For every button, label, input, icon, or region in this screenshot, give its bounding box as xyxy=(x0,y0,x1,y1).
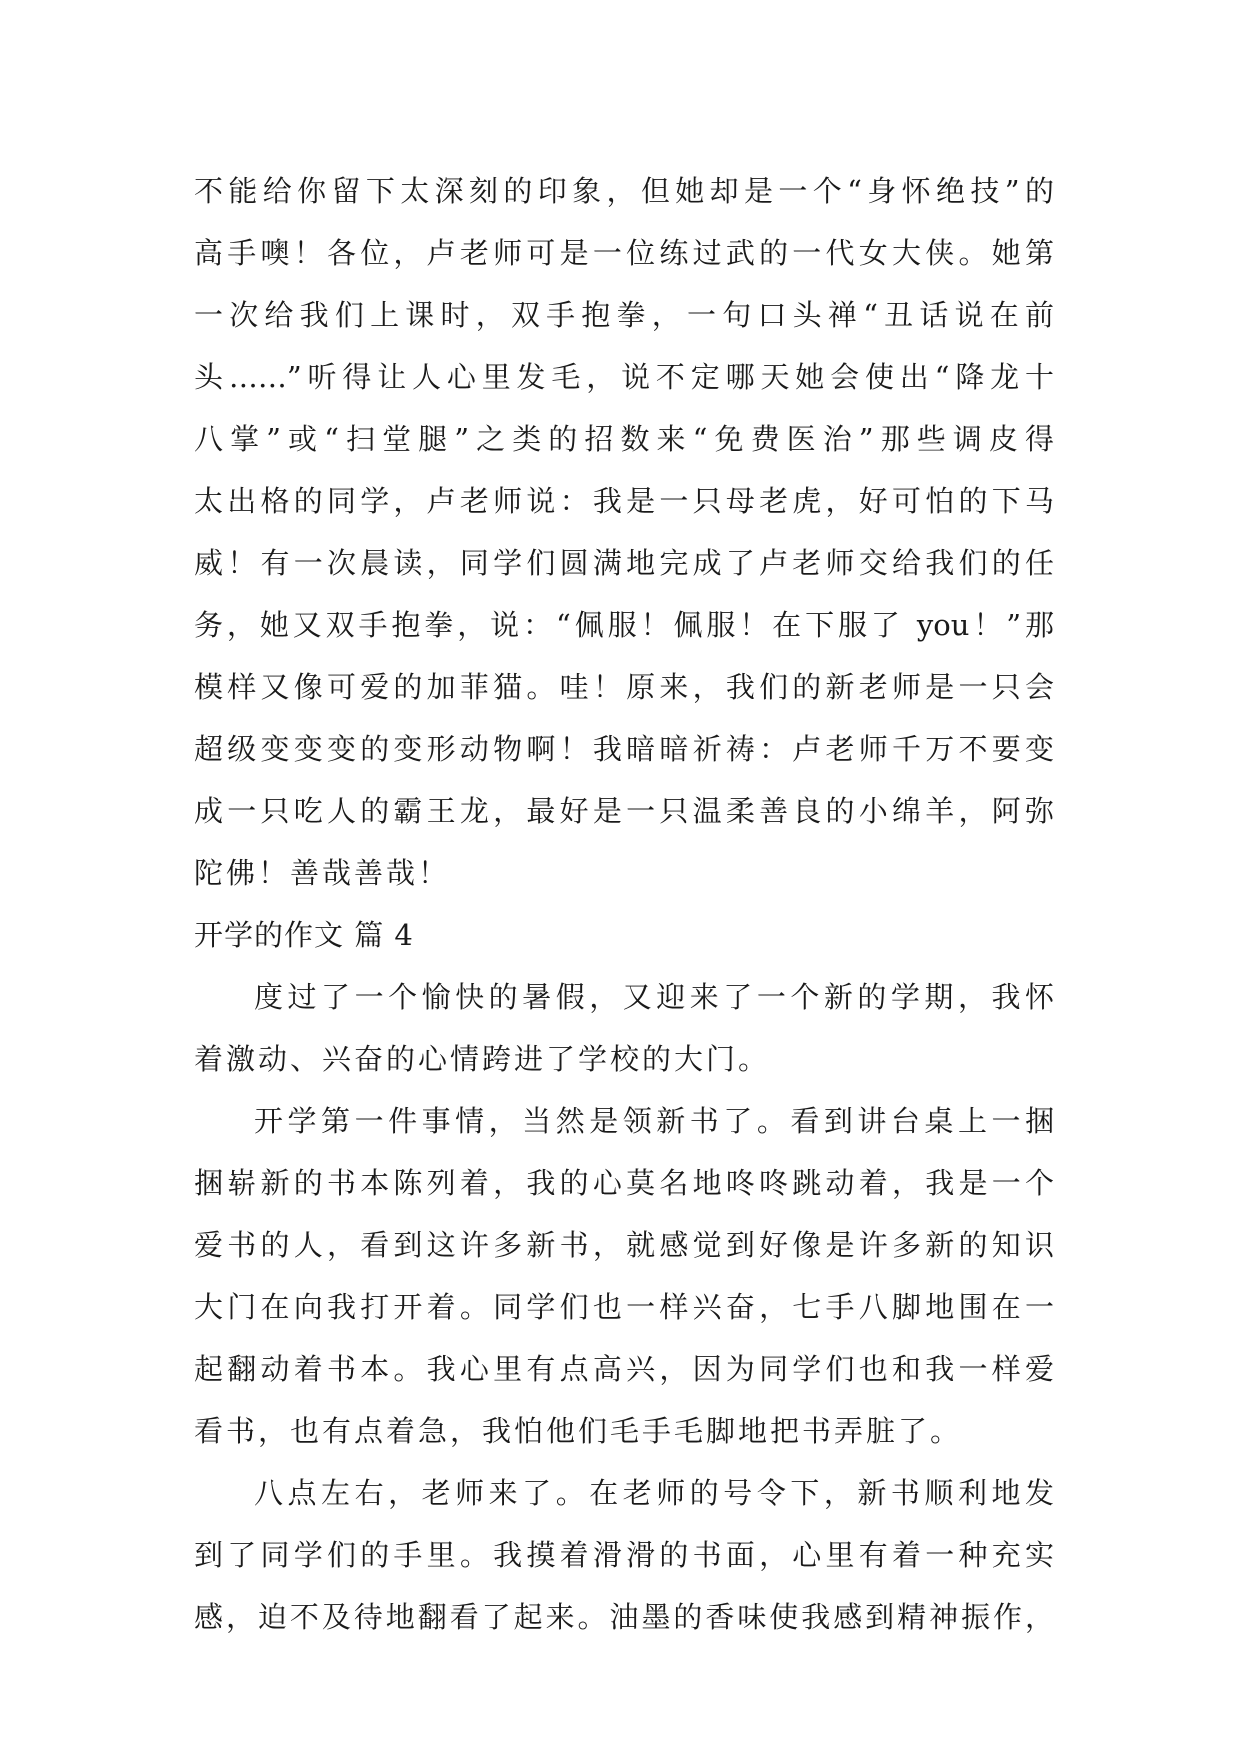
text-line: 感，迫不及待地翻看了起来。油墨的香味使我感到精神振作， xyxy=(194,1600,1054,1634)
text-line: 不能给你留下太深刻的印象，但她却是一个“身怀绝技”的 xyxy=(194,174,1054,208)
section-heading: 开学的作文 篇 4 xyxy=(194,918,414,952)
text-line: 看书，也有点着急，我怕他们毛手毛脚地把书弄脏了。 xyxy=(194,1414,963,1448)
paragraph xyxy=(194,966,1054,1090)
text-line: 度过了一个愉快的暑假，又迎来了一个新的学期，我怀 xyxy=(254,980,1054,1014)
text-line: 爱书的人，看到这许多新书，就感觉到好像是许多新的知识 xyxy=(194,1228,1054,1262)
text-line: 高手噢！各位，卢老师可是一位练过武的一代女大侠。她第 xyxy=(194,236,1054,270)
text-line: 超级变变变的变形动物啊！我暗暗祈祷：卢老师千万不要变 xyxy=(194,732,1054,766)
text-line: 一次给我们上课时，双手抱拳，一句口头禅“丑话说在前 xyxy=(194,298,1054,332)
text-line: 捆崭新的书本陈列着，我的心莫名地咚咚跳动着，我是一个 xyxy=(194,1166,1054,1200)
continuation-paragraph xyxy=(194,160,1054,904)
text-line: 模样又像可爱的加菲猫。哇！原来，我们的新老师是一只会 xyxy=(194,670,1054,704)
text-line: 大门在向我打开着。同学们也一样兴奋，七手八脚地围在一 xyxy=(194,1290,1054,1324)
text-line: 到了同学们的手里。我摸着滑滑的书面，心里有着一种充实 xyxy=(194,1538,1054,1572)
text-line: 八掌”或“扫堂腿”之类的招数来“免费医治”那些调皮得 xyxy=(194,422,1054,456)
document-page xyxy=(194,160,1054,1648)
text-line: 太出格的同学，卢老师说：我是一只母老虎，好可怕的下马 xyxy=(194,484,1054,518)
text-line: 成一只吃人的霸王龙，最好是一只温柔善良的小绵羊，阿弥 xyxy=(194,794,1054,828)
text-line: 着激动、兴奋的心情跨进了学校的大门。 xyxy=(194,1042,771,1076)
text-line: 威！有一次晨读，同学们圆满地完成了卢老师交给我们的任 xyxy=(194,546,1054,580)
paragraph xyxy=(194,1090,1054,1462)
text-line: 陀佛！善哉善哉！ xyxy=(194,856,451,890)
text-line: 头……”听得让人心里发毛，说不定哪天她会使出“降龙十 xyxy=(194,360,1054,394)
text-line: 务，她又双手抱拳，说：“佩服！佩服！在下服了 you！”那 xyxy=(194,608,1054,642)
text-line: 八点左右，老师来了。在老师的号令下，新书顺利地发 xyxy=(254,1476,1054,1510)
text-line: 开学第一件事情，当然是领新书了。看到讲台桌上一捆 xyxy=(254,1104,1054,1138)
paragraph xyxy=(194,1462,1054,1648)
text-line: 起翻动着书本。我心里有点高兴，因为同学们也和我一样爱 xyxy=(194,1352,1054,1386)
